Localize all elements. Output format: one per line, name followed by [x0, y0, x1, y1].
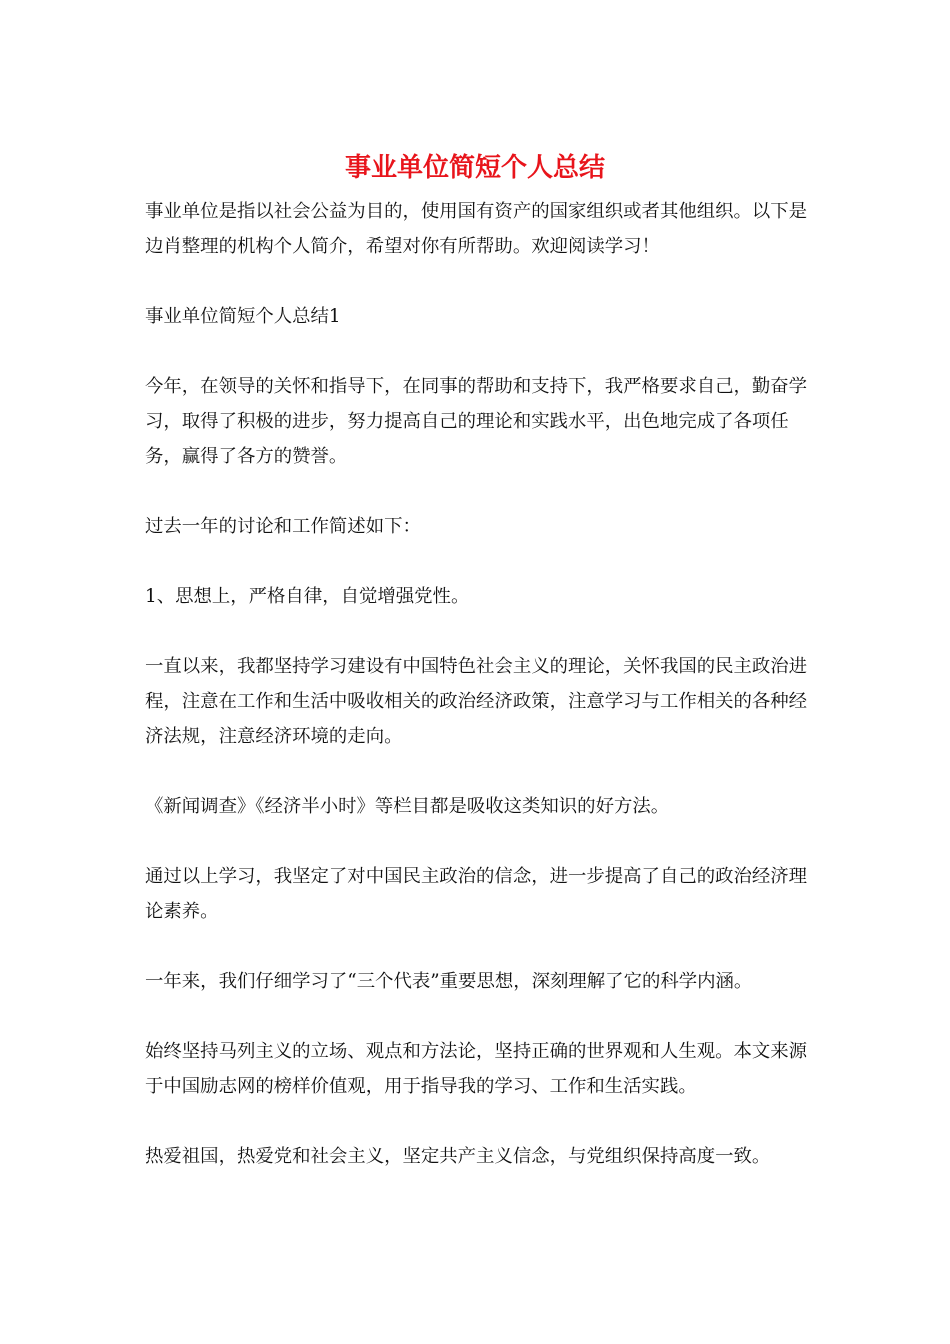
- section-heading: 事业单位简短个人总结1: [145, 306, 341, 327]
- document-title: 事业单位简短个人总结: [344, 153, 605, 183]
- intro-paragraph: 事业单位是指以社会公益为目的，使用国有资产的国家组织或者其他组织。以下是边肖整理的机构个人简介，希望对你有所帮助。欢迎阅读学习！: [145, 201, 808, 257]
- body-paragraph: 《新闻调查》《经济半小时》等栏目都是吸收这类知识的好方法。: [145, 796, 670, 817]
- body-paragraph: 通过以上学习，我坚定了对中国民主政治的信念，进一步提高了自己的政治经济理论素养。: [145, 866, 808, 922]
- body-paragraph: 始终坚持马列主义的立场、观点和方法论，坚持正确的世界观和人生观。本文来源于中国励志网的榜样价值观，用于指导我的学习、工作和生活实践。: [145, 1041, 808, 1097]
- list-item-heading: 1、思想上，严格自律，自觉增强党性。: [145, 586, 470, 607]
- body-paragraph: 热爱祖国，热爱党和社会主义，坚定共产主义信念，与党组织保持高度一致。: [145, 1146, 771, 1167]
- body-paragraph: 一直以来，我都坚持学习建设有中国特色社会主义的理论，关怀我国的民主政治进程，注意在工作和生活中吸收相关的政治经济政策，注意学习与工作相关的各种经济法规，注意经济环境的走向。: [145, 656, 808, 747]
- document-body: [145, 194, 810, 1209]
- body-paragraph: 过去一年的讨论和工作简述如下：: [145, 516, 421, 537]
- body-paragraph: 一年来，我们仔细学习了“三个代表”重要思想，深刻理解了它的科学内涵。: [145, 971, 753, 992]
- body-paragraph: 今年，在领导的关怀和指导下，在同事的帮助和支持下，我严格要求自己，勤奋学习，取得了积极的进步，努力提高自己的理论和实践水平，出色地完成了各项任务，赢得了各方的赞誉。: [145, 376, 808, 467]
